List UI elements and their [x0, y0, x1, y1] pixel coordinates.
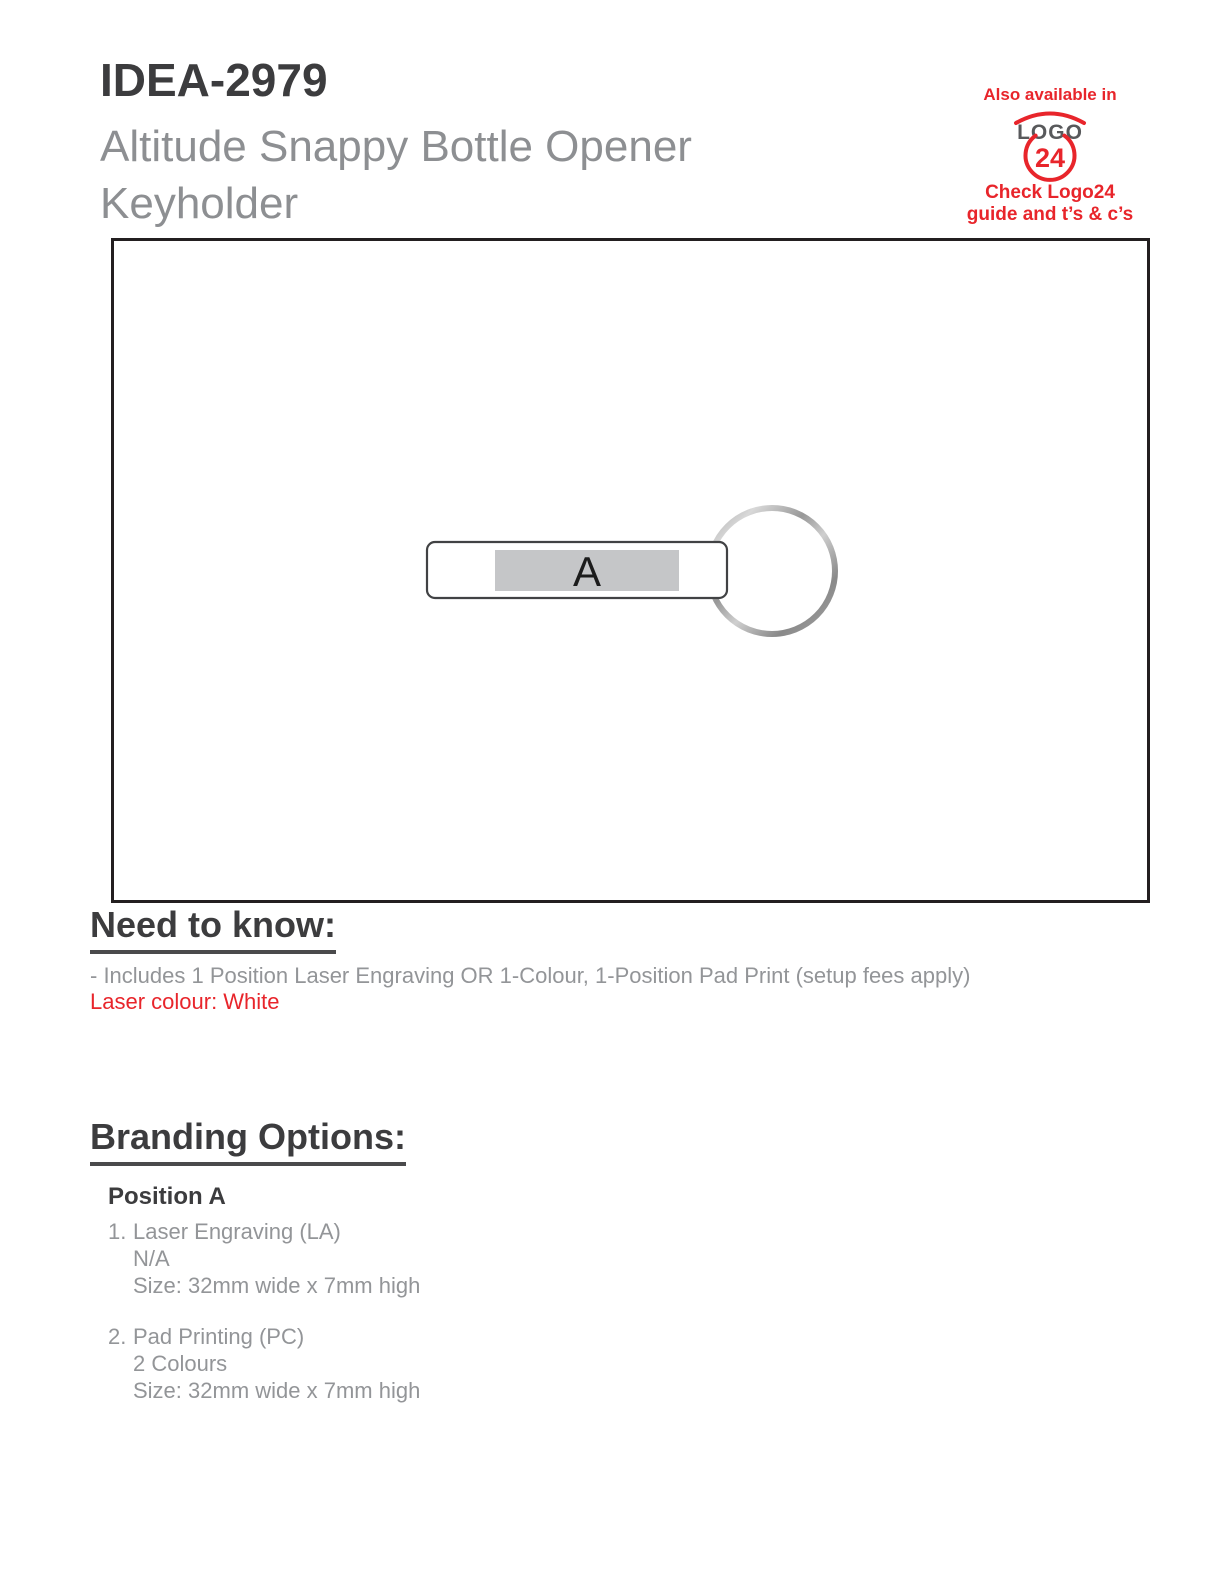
option-method: Pad Printing (PC)	[133, 1324, 305, 1350]
logo24-check-line2: guide and t’s & c’s	[966, 204, 1134, 225]
position-a-block	[108, 1182, 990, 1404]
option-size: Size: 32mm wide x 7mm high	[133, 1378, 421, 1404]
need-to-know-section	[90, 904, 1150, 1015]
keyholder-illustration	[420, 499, 850, 649]
option-content	[133, 1323, 420, 1404]
logo24-available-text: Also available in	[983, 85, 1117, 104]
branding-options-heading: Branding Options:	[90, 1116, 406, 1166]
branding-option-2	[108, 1323, 990, 1404]
product-image-frame	[111, 238, 1150, 903]
option-content	[133, 1218, 420, 1299]
option-number: 1.	[108, 1219, 127, 1245]
need-to-know-heading: Need to know:	[90, 904, 336, 954]
option-detail: N/A	[133, 1246, 170, 1272]
position-label: A	[572, 548, 602, 595]
need-to-know-line: - Includes 1 Position Laser Engraving OR 1-Colour, 1-Position Pad Print (setup fees apply)	[90, 963, 971, 989]
option-size: Size: 32mm wide x 7mm high	[133, 1273, 421, 1299]
branding-options-section	[90, 1116, 990, 1428]
logo24-number: 24	[1034, 143, 1066, 173]
header	[100, 56, 900, 232]
logo24-word: LOGO	[1017, 121, 1083, 144]
branding-options-list	[108, 1218, 990, 1404]
laser-colour-note: Laser colour: White	[90, 989, 280, 1015]
option-method: Laser Engraving (LA)	[133, 1219, 341, 1245]
option-number: 2.	[108, 1324, 127, 1350]
option-detail: 2 Colours	[133, 1351, 228, 1377]
logo24-badge	[950, 84, 1150, 226]
logo24-icon	[1002, 108, 1098, 182]
branding-option-1	[108, 1218, 990, 1299]
product-name: Altitude Snappy Bottle Opener Keyholder	[100, 122, 692, 229]
logo24-check-line1: Check Logo24	[985, 182, 1115, 203]
product-code: IDEA-2979	[100, 54, 328, 106]
position-heading: Position A	[108, 1183, 226, 1211]
